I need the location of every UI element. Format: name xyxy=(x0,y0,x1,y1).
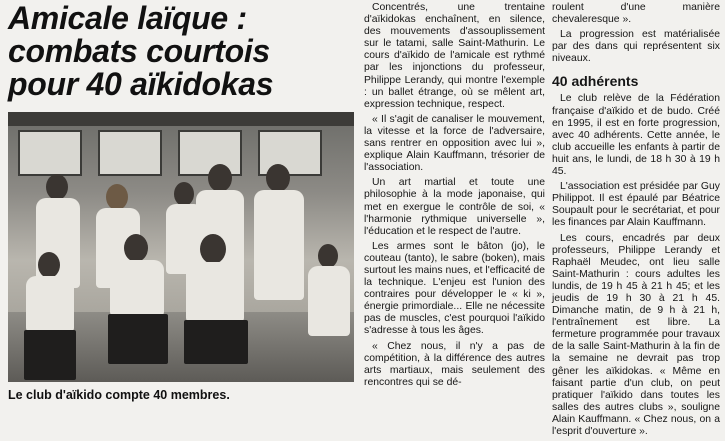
photo-ceiling-beam xyxy=(8,112,354,126)
photo-caption: Le club d'aïkido compte 40 membres. xyxy=(8,388,230,402)
group-photo-aikido-club xyxy=(8,112,354,382)
headline-line-3: pour 40 aïkidokas xyxy=(8,66,274,102)
section-subheading: 40 adhérents xyxy=(552,73,639,90)
article-headline xyxy=(8,2,353,101)
paragraph: Les armes sont le bâton (jo), le couteau (tanto), le sabre (boken), mais surtout les mains nues, et l'efficacité de la technique. L'enjeu est l'union des contraires pour développer le « ki », énergie primordiale... Elle ne nécessite pas de muscles, c'est pourquoi l'aïkido s'adresse à tous les âges. xyxy=(364,240,545,337)
paragraph: L'association est présidée par Guy Philippot. Il est épaulé par Béatrice Soupault pour le secrétariat, et pour les finances par Alain Kauffmann. xyxy=(552,181,720,229)
paragraph: « Chez nous, il n'y a pas de compétition, à la différence des autres arts martiaux, mais seulement des rencontres qui se dé- xyxy=(364,340,545,388)
paragraph: « Il s'agit de canaliser le mouvement, la vitesse et la force de l'adversaire, sans rentrer en opposition avec lui », explique Alain Kauffmann, trésorier de l'association. xyxy=(364,113,545,174)
paragraph: Le club relève de la Fédération française d'aïkido et de budo. Créé en 1995, il est en forte progression, avec 40 adhérents. Cette année, le club accueille les enfants à partir de huit ans, le lundi, de 18 h 30 à 19 h 45. xyxy=(552,93,720,178)
photo-window xyxy=(98,130,162,176)
paragraph: Les cours, encadrés par deux professeurs, Philippe Lerandy et Raphaël Meudec, ont lieu salle Saint-Mathurin : cours adultes les lundis, de 19 h 45 à 21 h 45; et les jeudis de 19 h 30 à 21 h 45. Dimanche matin, de 9 h à 21 h, l'entraînement est libre. La fermeture programmée pour travaux de la salle Saint-Mathurin à la fin de la semaine ne devrait pas trop gêner les aïkidokas. « Même en faisant partie d'un club, on peut pratiquer l'aïkido dans toutes les salles des autres clubs », souligne Alain Kauffmann. « Chez nous, on a l'esprit d'ouverture ». xyxy=(552,232,720,437)
paragraph: Un art martial et toute une philosophie à la mode japonaise, qui met en exergue le contrôle de soi, « l'harmonie rythmique universelle », l'éducation et le respect de l'autre. xyxy=(364,177,545,237)
paragraph-continuation: roulent d'une manière chevaleresque ». xyxy=(552,2,720,26)
headline-line-1: Amicale laïque : xyxy=(8,0,247,36)
article-column-2 xyxy=(552,2,720,441)
headline-line-2: combats courtois xyxy=(8,33,270,69)
paragraph: La progression est matérialisée par des dans qui représentent six niveaux. xyxy=(552,29,720,65)
paragraph: Concentrés, une trentaine d'aïkidokas enchaînent, en silence, des mouvements d'assouplissement sur le tatami, salle Saint-Mathurin. Le cours d'aïkido de l'amicale est rythmé par les injonctions du professeur, Philippe Lerandy, qui montre l'exemple : un ballet étrange, où se mêlent art, expression technique, respect. xyxy=(364,2,545,110)
article-column-1 xyxy=(364,2,545,392)
photo-window xyxy=(18,130,82,176)
